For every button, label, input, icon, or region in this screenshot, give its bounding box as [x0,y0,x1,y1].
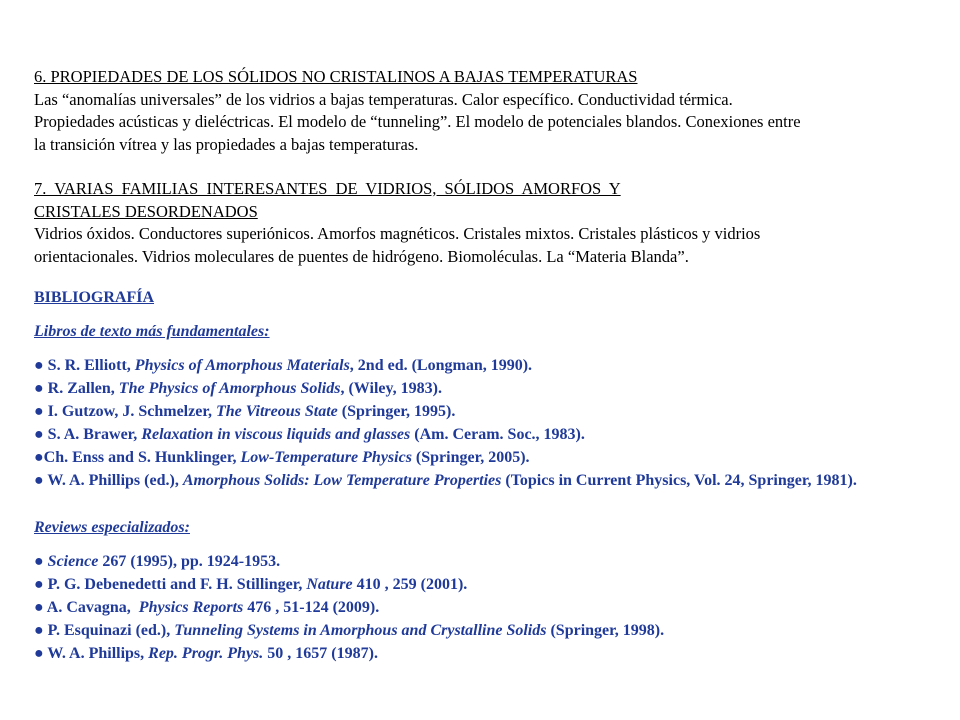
section-6-title: 6. PROPIEDADES DE LOS SÓLIDOS NO CRISTALINOS A BAJAS TEMPERATURAS [34,67,638,86]
citation-title: The Vitreous State [215,403,338,420]
bullet-icon: ● [34,357,48,374]
citation-details: 410 , 259 (2001). [352,576,468,593]
citation-details: 476 , 51-124 (2009). [243,599,380,616]
reviews-heading: Reviews especializados: [34,519,190,536]
bullet-icon: ● [34,576,48,593]
section-6-line: Propiedades acústicas y dieléctricas. El modelo de “tunneling”. El modelo de potenciales blandos. Conexiones entre [34,112,801,131]
citation-authors: S. R. Elliott, [47,357,135,374]
bullet-icon: ● [34,622,48,639]
list-item [34,596,912,619]
citation-authors: R. Zallen, [47,380,119,397]
citation-details: , 2nd ed. (Longman, 1990). [349,357,533,374]
list-item [34,550,912,573]
citation-title: Rep. Progr. Phys. [148,645,264,662]
section-7-line: Vidrios óxidos. Conductores superiónicos. Amorfos magnéticos. Cristales mixtos. Cristales plásticos y vidrios [34,224,761,243]
list-item [34,642,912,665]
section-6-line: Las “anomalías universales” de los vidrios a bajas temperaturas. Calor específico. Conductividad térmica. [34,89,733,109]
list-item [34,573,912,596]
books-list [34,354,912,492]
citation-title: Amorphous Solids: Low Temperature Properties [182,472,502,489]
citation-details: (Springer, 2005). [411,449,530,466]
list-item [34,377,912,400]
citation-title: Low-Temperature Physics [240,449,412,466]
list-item [34,446,912,469]
citation-title: Physics Reports [138,599,244,616]
section-7-title-line: 7. VARIAS FAMILIAS INTERESANTES DE VIDRIOS, SÓLIDOS AMORFOS Y [34,179,621,198]
citation-details: 267 (1995), pp. 1924-1953. [98,553,281,570]
bullet-icon: ● [34,599,47,616]
section-7 [34,178,912,268]
citation-authors: A. Cavagna, [46,599,139,616]
citation-details: (Topics in Current Physics, Vol. 24, Springer, 1981). [501,472,857,489]
bullet-icon: ● [34,380,48,397]
bullet-icon: ● [34,553,48,570]
list-item [34,423,912,446]
bullet-icon: ● [34,645,48,662]
citation-title: Science [47,553,99,570]
citation-title: Nature [306,576,353,593]
citation-details: (Springer, 1998). [546,622,665,639]
section-6 [34,66,912,156]
citation-title: Physics of Amorphous Materials [134,357,350,374]
list-item [34,469,912,492]
citation-details: (Springer, 1995). [337,403,456,420]
list-item [34,619,912,642]
bullet-icon: ● [34,449,44,466]
citation-details: (Am. Ceram. Soc., 1983). [410,426,585,443]
bullet-icon: ● [34,426,48,443]
citation-title: Relaxation in viscous liquids and glasses [141,426,411,443]
list-item [34,354,912,377]
bibliography-heading: BIBLIOGRAFÍA [34,289,155,306]
citation-title: The Physics of Amorphous Solids [118,380,341,397]
bullet-icon: ● [34,403,48,420]
citation-title: Tunneling Systems in Amorphous and Crystalline Solids [174,622,547,639]
section-7-title-line: CRISTALES DESORDENADOS [34,201,258,221]
document-page [34,66,912,665]
citation-authors: I. Gutzow, J. Schmelzer, [47,403,216,420]
list-item [34,400,912,423]
citation-authors: W. A. Phillips, [47,645,149,662]
citation-details: , (Wiley, 1983). [340,380,442,397]
citation-authors: P. G. Debenedetti and F. H. Stillinger, [47,576,307,593]
section-7-line: orientacionales. Vidrios moleculares de puentes de hidrógeno. Biomoléculas. La “Materia Blanda”. [34,246,689,266]
citation-authors: W. A. Phillips (ed.), [47,472,183,489]
bullet-icon: ● [34,472,48,489]
bibliography [34,286,912,665]
citation-authors: P. Esquinazi (ed.), [47,622,175,639]
citation-authors: S. A. Brawer, [47,426,142,443]
reviews-list [34,550,912,665]
citation-authors: Ch. Enss and S. Hunklinger, [43,449,241,466]
books-heading: Libros de texto más fundamentales: [34,323,270,340]
citation-details: 50 , 1657 (1987). [263,645,378,662]
section-6-line: la transición vítrea y las propiedades a bajas temperaturas. [34,134,419,154]
